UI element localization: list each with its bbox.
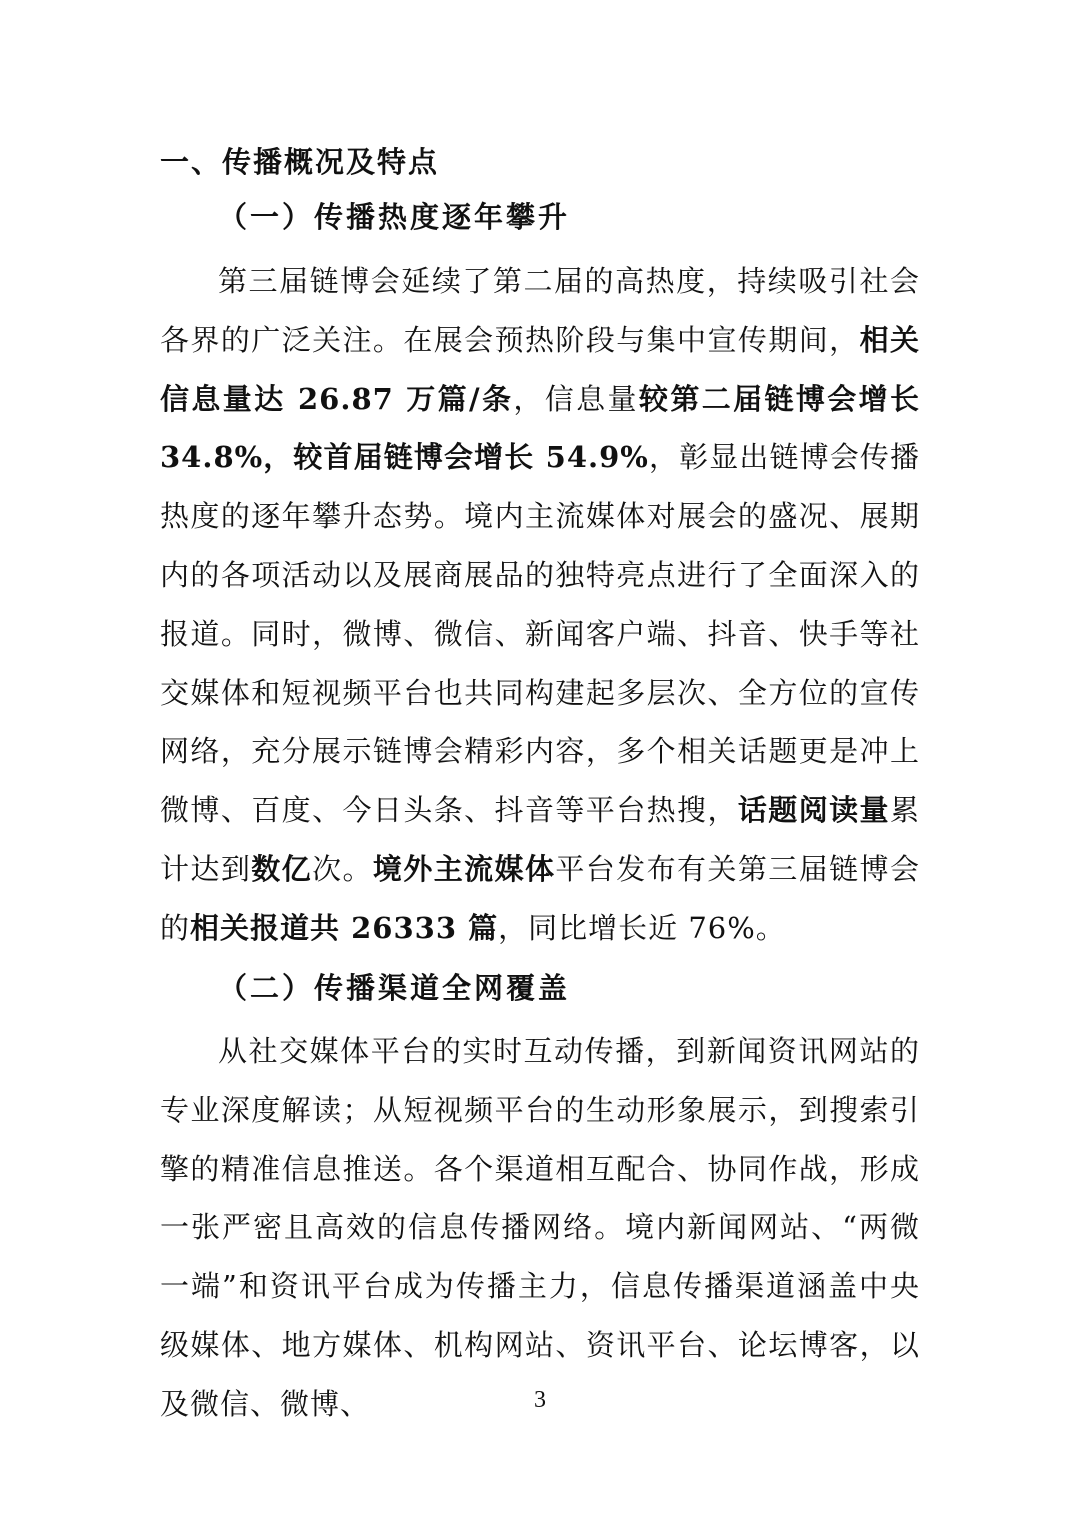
bold-highlight: 相关报道共 26333 篇	[190, 910, 499, 945]
paragraph-text: ，同比增长近 76%。	[498, 910, 786, 945]
paragraph-text: 次。	[312, 851, 373, 886]
section-heading-1: （一）传播热度逐年攀升	[218, 200, 571, 234]
paragraph-text: 累计达到	[160, 793, 920, 886]
bold-highlight: 相关信息量达 26.87 万篇/条	[160, 322, 920, 416]
paragraph-text: 第三届链博会延续了第二届的高热度，持续吸引社会各界的广泛关注。在展会预热阶段与集中宣传期间，	[160, 264, 920, 357]
page-number: 3	[534, 1387, 546, 1413]
section-heading-2: （二）传播渠道全网覆盖	[218, 971, 571, 1005]
bold-highlight: 境外主流媒体	[372, 851, 556, 886]
paragraph-channels: 从社交媒体平台的实时互动传播，到新闻资讯网站的专业深度解读；从短视频平台的生动形象展示，到搜索引擎的精准信息推送。各个渠道相互配合、协同作战，形成一张严密且高效的信息传播网络。境内新闻网站、“两微一端”和资讯平台成为传播主力，信息传播渠道涵盖中央级媒体、地方媒体、机构网站、资讯平台、论坛博客，以及微信、微博、	[160, 1034, 920, 1421]
paragraph-text: ，彰显出链博会传播热度的逐年攀升态势。境内主流媒体对展会的盛况、展期内的各项活动以及展商展品的独特亮点进行了全面深入的报道。同时，微博、微信、新闻客户端、抖音、快手等社交媒体和短视频平台也共同构建起多层次、全方位的宣传网络，充分展示链博会精彩内容，多个相关话题更是冲上微博、百度、今日头条、抖音等平台热搜，	[160, 440, 920, 828]
bold-highlight: 话题阅读量	[737, 793, 890, 828]
bold-highlight: 数亿	[251, 851, 313, 886]
paragraph-text: ，信息量	[513, 381, 639, 416]
paragraph-heat	[160, 252, 920, 958]
chapter-heading: 一、传播概况及特点	[160, 145, 440, 179]
bold-highlight: 较第二届链博会增长 34.8%，较首届链博会增长 54.9%	[160, 381, 920, 475]
paragraph-text: 平台发布有关第三届链博会的	[160, 851, 920, 945]
